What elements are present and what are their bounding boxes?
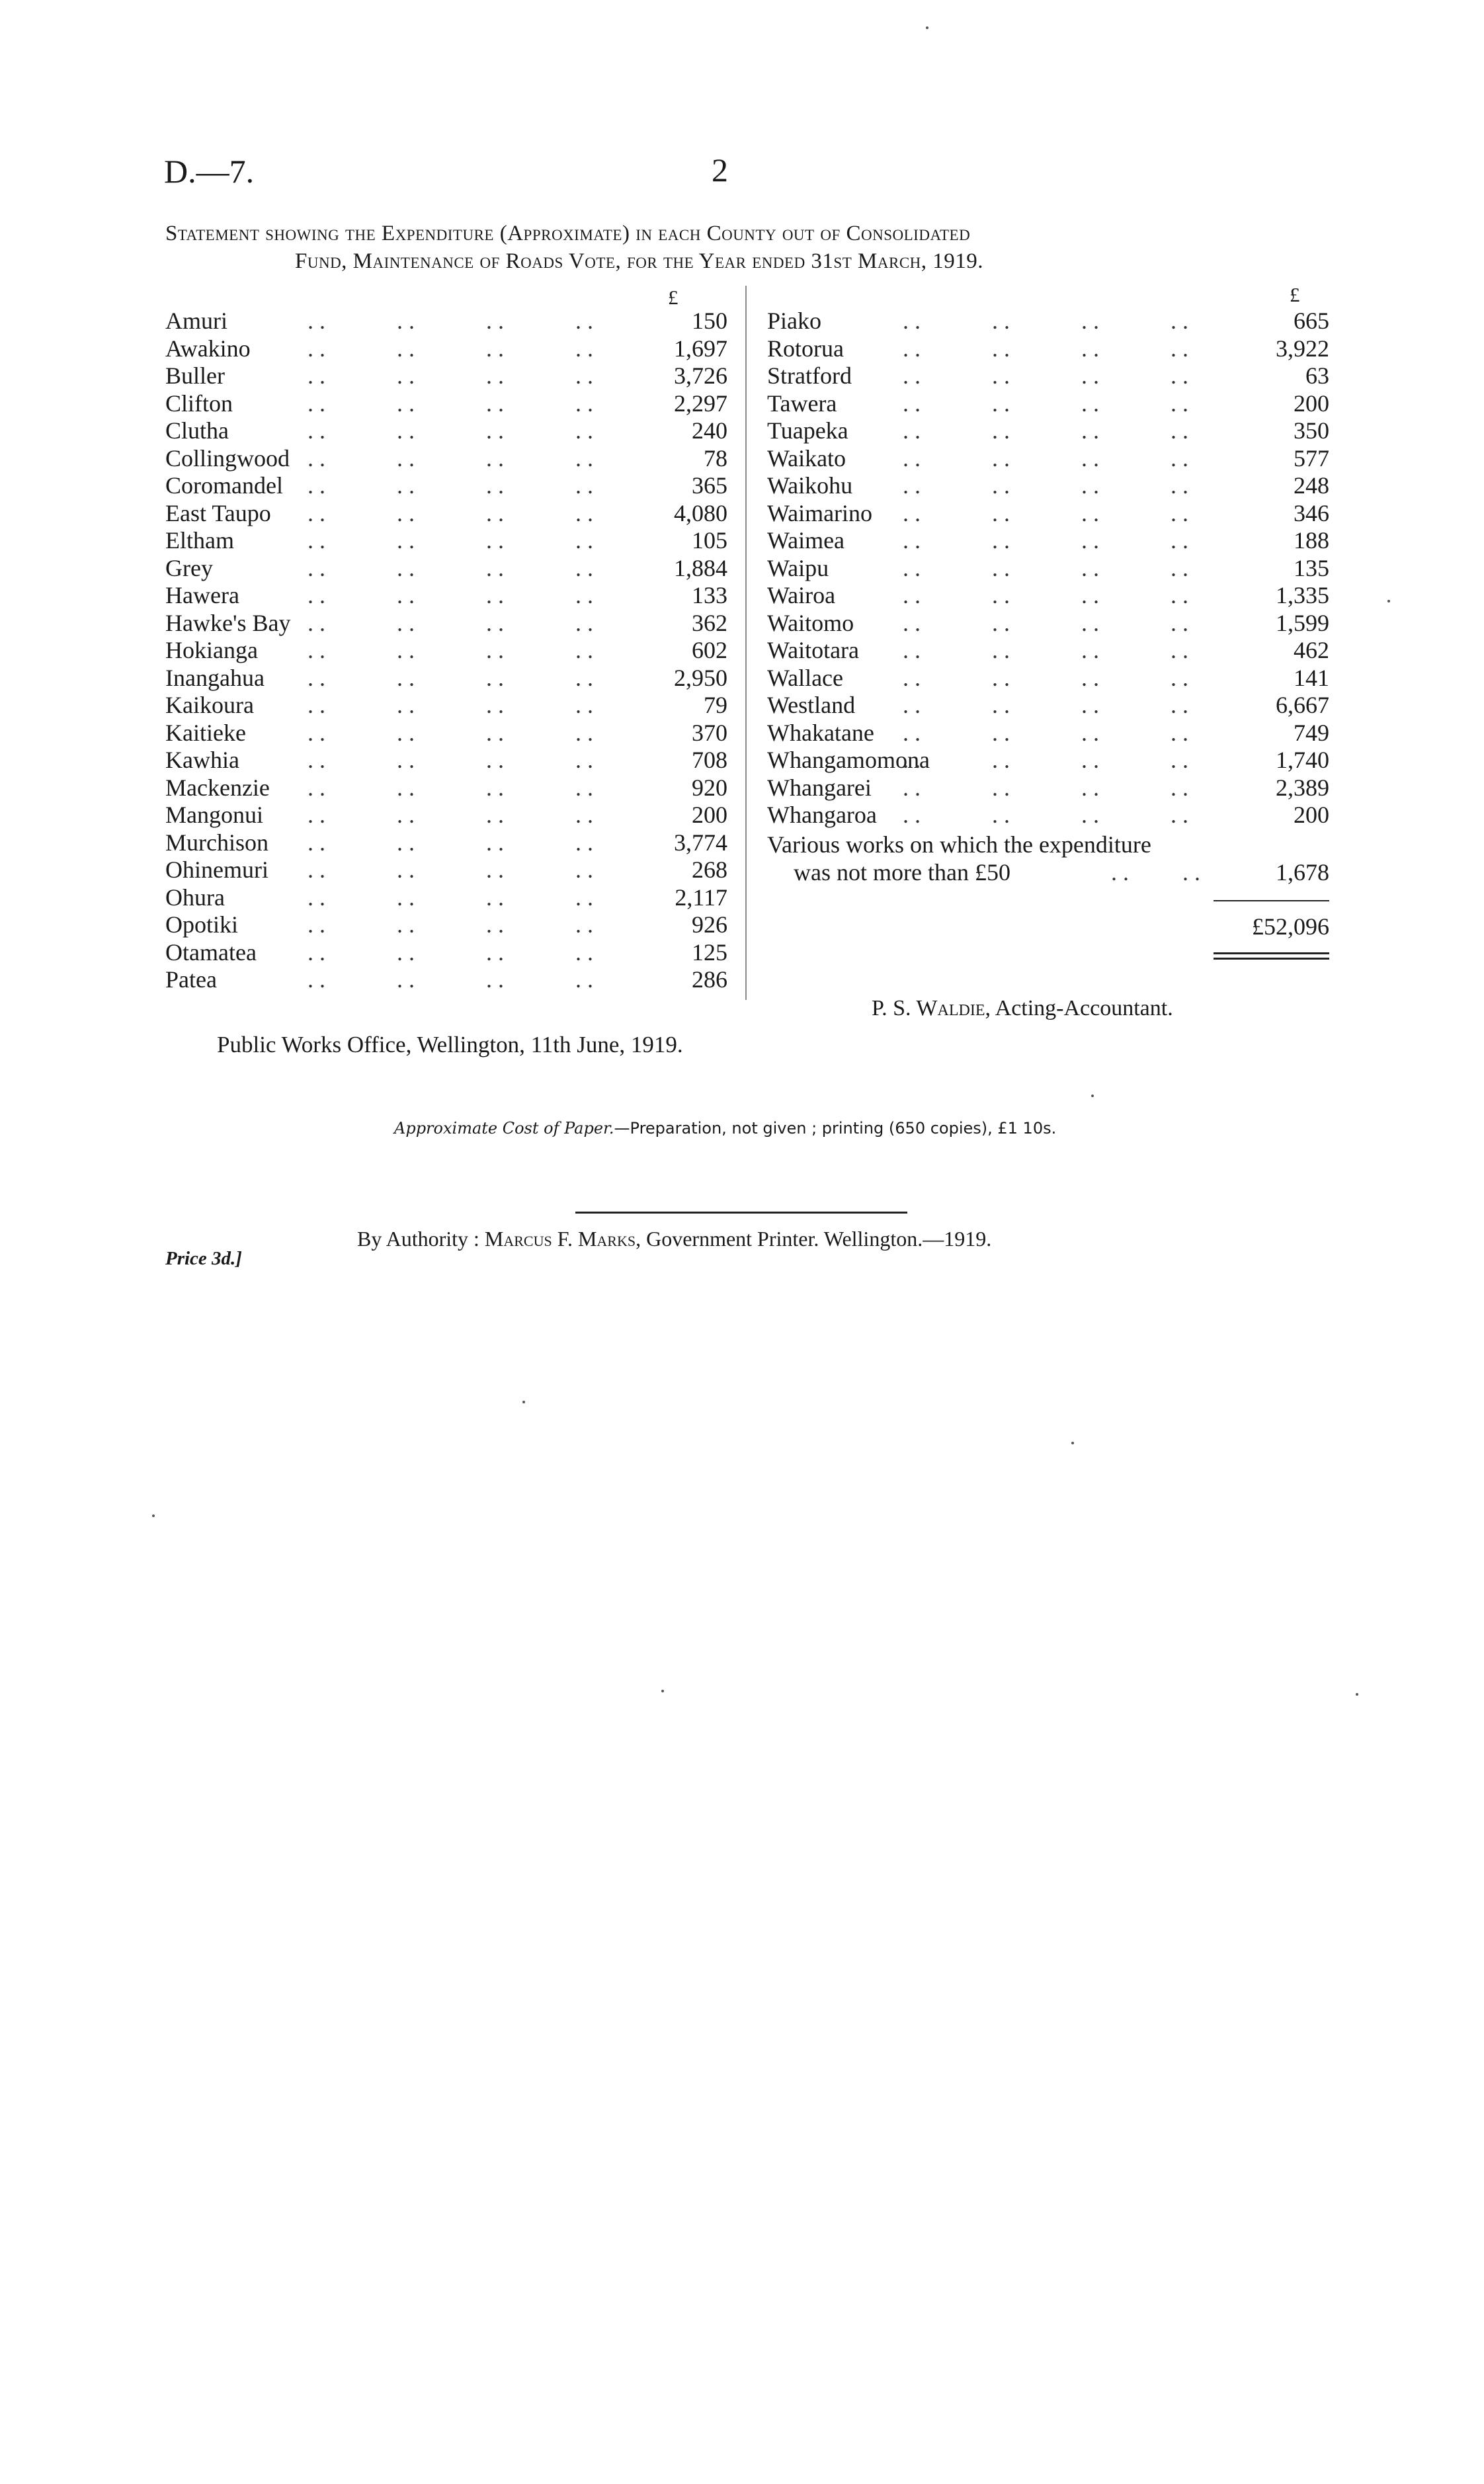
county-name: Buller: [165, 362, 225, 389]
leader-dots: . . . . . . . .: [903, 362, 1188, 389]
authority-suffix: Government Printer. Wellington.—1919.: [646, 1227, 992, 1251]
county-name: Mackenzie: [165, 774, 270, 801]
county-name: Hawera: [165, 582, 239, 608]
various-works-line-2: [767, 858, 1329, 886]
county-amount: 240: [692, 417, 727, 444]
county-amount: 346: [1294, 499, 1329, 526]
leader-dots: . . . . . . . .: [903, 802, 1188, 828]
table-row: [165, 719, 727, 747]
county-name: Inangahua: [165, 664, 265, 691]
signatory-title: Acting-Accountant.: [995, 996, 1173, 1020]
leader-dots: . . . . . . . .: [308, 747, 593, 773]
leader-dots: . . . . . . . .: [903, 554, 1188, 581]
county-amount: 3,922: [1276, 335, 1329, 362]
county-amount: 577: [1294, 444, 1329, 472]
leader-dots: . . . . . . . .: [308, 664, 593, 691]
county-amount: 1,884: [674, 554, 727, 581]
table-row: [165, 499, 727, 527]
table-row: [165, 581, 727, 609]
total-rule: [1214, 900, 1329, 901]
county-amount: 4,080: [674, 499, 727, 526]
cost-note-label: Approximate Cost of Paper.: [394, 1119, 614, 1138]
county-name: Whangarei: [767, 774, 872, 801]
county-amount: 1,740: [1276, 747, 1329, 773]
table-row: [767, 499, 1329, 527]
county-amount: 6,667: [1276, 692, 1329, 718]
county-name: Whangaroa: [767, 802, 877, 828]
table-row: [165, 856, 727, 884]
leader-dots: . . . .: [1111, 859, 1200, 886]
table-row: [767, 746, 1329, 774]
county-name: Coromandel: [165, 472, 283, 499]
leader-dots: . . . . . . . .: [903, 472, 1188, 499]
table-row: [165, 444, 727, 472]
county-name: Stratford: [767, 362, 852, 389]
leader-dots: . . . . . . . .: [308, 554, 593, 581]
county-amount: 708: [692, 747, 727, 773]
county-name: Hawke's Bay: [165, 609, 291, 636]
table-row: [767, 307, 1329, 335]
county-name: Awakino: [165, 335, 251, 362]
left-currency-header: £: [668, 286, 679, 309]
county-amount: 135: [1294, 554, 1329, 581]
leader-dots: . . . . . . . .: [903, 582, 1188, 608]
leader-dots: . . . . . . . .: [903, 747, 1188, 773]
table-row: [767, 581, 1329, 609]
leader-dots: . . . . . . . .: [308, 774, 593, 801]
leader-dots: . . . . . . . .: [903, 609, 1188, 636]
county-amount: 133: [692, 582, 727, 608]
signatory-name: P. S. Waldie,: [872, 996, 991, 1020]
county-name: Amuri: [165, 308, 227, 334]
county-amount: 1,335: [1276, 582, 1329, 608]
leader-dots: . . . . . . . .: [903, 527, 1188, 554]
leader-dots: . . . . . . . .: [903, 335, 1188, 362]
scan-speck: [152, 1514, 155, 1517]
leader-dots: . . . . . . . .: [903, 719, 1188, 746]
leader-dots: . . . . . . . .: [903, 308, 1188, 334]
leader-dots: . . . . . . . .: [308, 472, 593, 499]
leader-dots: . . . . . . . .: [903, 417, 1188, 444]
county-amount: 1,697: [674, 335, 727, 362]
county-amount: 926: [692, 911, 727, 938]
county-name: Collingwood: [165, 444, 290, 472]
table-row: [767, 554, 1329, 582]
leader-dots: . . . . . . . .: [903, 692, 1188, 718]
county-name: Whakatane: [767, 719, 874, 746]
county-name: Waimea: [767, 527, 845, 554]
county-name: East Taupo: [165, 499, 271, 526]
table-row: [767, 526, 1329, 554]
cost-note-text: —Preparation, not given ; printing (650 copies), £1 10s.: [614, 1119, 1057, 1138]
county-amount: 200: [1294, 390, 1329, 417]
county-amount: 141: [1294, 664, 1329, 691]
various-works-line-1: [767, 831, 1329, 858]
county-name: Kawhia: [165, 747, 239, 773]
county-amount: 3,726: [674, 362, 727, 389]
table-row: [165, 472, 727, 499]
county-name: Waikohu: [767, 472, 853, 499]
leader-dots: . . . . . . . .: [308, 884, 593, 911]
county-amount: 362: [692, 609, 727, 636]
right-currency-header: £: [1290, 283, 1300, 306]
county-amount: 150: [692, 308, 727, 334]
county-name: Tawera: [767, 390, 837, 417]
table-row: [767, 362, 1329, 390]
scan-speck: [1071, 1442, 1074, 1444]
county-name: Ohura: [165, 884, 225, 911]
county-amount: 370: [692, 719, 727, 746]
county-amount: 79: [704, 692, 727, 718]
county-amount: 3,774: [674, 829, 727, 856]
leader-dots: . . . . . . . .: [903, 774, 1188, 801]
scan-speck: [1091, 1095, 1094, 1097]
leader-dots: . . . . . . . .: [308, 911, 593, 938]
leader-dots: . . . . . . . .: [308, 362, 593, 389]
office-date-line: Public Works Office, Wellington, 11th June, 1919.: [217, 1032, 683, 1057]
leader-dots: . . . . . . . .: [308, 856, 593, 883]
county-name: Waipu: [767, 554, 829, 581]
table-row: [165, 526, 727, 554]
county-name: Mangonui: [165, 802, 263, 828]
footer-rule: [575, 1212, 907, 1214]
leader-dots: . . . . . . . .: [308, 938, 593, 966]
price-note: Price 3d.]: [165, 1248, 242, 1269]
table-row: [165, 746, 727, 774]
county-name: Ohinemuri: [165, 856, 268, 883]
county-amount: 365: [692, 472, 727, 499]
table-row: [767, 691, 1329, 719]
county-amount: 188: [1294, 527, 1329, 554]
statement-title-line-2: Fund, Maintenance of Roads Vote, for the Year ended 31st March, 1919.: [295, 249, 984, 273]
leader-dots: . . . . . . . .: [308, 335, 593, 362]
scan-speck: [926, 26, 928, 29]
cost-note: [394, 1119, 1056, 1138]
leader-dots: . . . . . . . .: [308, 390, 593, 417]
authority-prefix: By Authority :: [357, 1227, 479, 1251]
county-name: Whangamomona: [767, 747, 930, 773]
table-row: [767, 664, 1329, 692]
table-row: [165, 636, 727, 664]
county-amount: 462: [1294, 637, 1329, 663]
table-row: [165, 938, 727, 966]
county-name: Eltham: [165, 527, 234, 554]
leader-dots: . . . . . . . .: [308, 582, 593, 608]
authority-line: [357, 1227, 991, 1251]
table-row: [165, 911, 727, 938]
county-name: Otamatea: [165, 938, 257, 966]
table-row: [165, 774, 727, 802]
county-name: Kaitieke: [165, 719, 246, 746]
scan-speck: [1387, 600, 1390, 602]
county-name: Westland: [767, 692, 856, 718]
county-amount: 268: [692, 856, 727, 883]
table-row: [165, 884, 727, 911]
total-double-rule-top: [1214, 952, 1329, 954]
leader-dots: . . . . . . . .: [308, 527, 593, 554]
page-number: 2: [712, 151, 728, 188]
county-amount: 602: [692, 637, 727, 663]
total-row: [767, 913, 1329, 940]
county-name: Kaikoura: [165, 692, 254, 718]
leader-dots: . . . . . . . .: [308, 637, 593, 663]
county-amount: 2,389: [1276, 774, 1329, 801]
leader-dots: . . . . . . . .: [308, 802, 593, 828]
leader-dots: . . . . . . . .: [308, 417, 593, 444]
table-row: [767, 335, 1329, 362]
table-row: [165, 417, 727, 444]
table-row: [767, 444, 1329, 472]
leader-dots: . . . . . . . .: [308, 966, 593, 993]
scan-speck: [1356, 1693, 1358, 1696]
column-divider: [745, 286, 747, 1000]
statement-title-line-1: Statement showing the Expenditure (Approximate) in each County out of Consolidated: [165, 222, 971, 245]
leader-dots: . . . . . . . .: [903, 390, 1188, 417]
various-works-label-1: Various works on which the expenditure: [767, 831, 1151, 858]
table-row: [165, 390, 727, 417]
table-row: [767, 609, 1329, 637]
county-amount: 2,950: [674, 664, 727, 691]
county-amount: 2,297: [674, 390, 727, 417]
county-name: Wallace: [767, 664, 844, 691]
table-row: [165, 966, 727, 993]
table-row: [165, 829, 727, 856]
county-amount: 749: [1294, 719, 1329, 746]
document-reference: D.—7.: [164, 153, 255, 190]
county-amount: 105: [692, 527, 727, 554]
total-double-rule-bottom: [1214, 958, 1329, 960]
county-name: Wairoa: [767, 582, 836, 608]
leader-dots: . . . . . . . .: [308, 499, 593, 526]
county-name: Grey: [165, 554, 213, 581]
county-name: Murchison: [165, 829, 268, 856]
leader-dots: . . . . . . . .: [903, 664, 1188, 691]
signature: [872, 996, 1173, 1021]
scan-speck: [661, 1690, 664, 1692]
printer-name: Marcus F. Marks,: [484, 1227, 641, 1251]
table-row: [767, 801, 1329, 829]
county-name: Rotorua: [767, 335, 844, 362]
county-amount: 2,117: [675, 884, 727, 911]
county-name: Hokianga: [165, 637, 258, 663]
county-amount: 248: [1294, 472, 1329, 499]
table-row: [767, 472, 1329, 499]
leader-dots: . . . . . . . .: [308, 609, 593, 636]
leader-dots: . . . . . . . .: [903, 444, 1188, 472]
county-name: Opotiki: [165, 911, 239, 938]
county-amount: 665: [1294, 308, 1329, 334]
table-row: [165, 801, 727, 829]
table-row: [165, 554, 727, 582]
table-row: [165, 335, 727, 362]
county-amount: 1,599: [1276, 609, 1329, 636]
table-row: [767, 636, 1329, 664]
table-row: [165, 362, 727, 390]
various-works-label-2: was not more than £50: [794, 859, 1010, 886]
leader-dots: . . . . . . . .: [903, 499, 1188, 526]
table-row: [767, 417, 1329, 444]
leader-dots: . . . . . . . .: [308, 692, 593, 718]
table-row: [165, 307, 727, 335]
table-row: [165, 691, 727, 719]
county-amount: 200: [692, 802, 727, 828]
leader-dots: . . . . . . . .: [308, 829, 593, 856]
leader-dots: . . . . . . . .: [308, 719, 593, 746]
table-row: [767, 719, 1329, 747]
leader-dots: . . . . . . . .: [903, 637, 1188, 663]
county-amount: 63: [1305, 362, 1329, 389]
county-name: Waitomo: [767, 609, 854, 636]
county-amount: 125: [692, 938, 727, 966]
county-name: Waitotara: [767, 637, 860, 663]
table-row: [767, 774, 1329, 802]
scan-speck: [522, 1401, 525, 1403]
leader-dots: . . . . . . . .: [308, 308, 593, 334]
county-amount: 920: [692, 774, 727, 801]
county-name: Tuapeka: [767, 417, 848, 444]
table-row: [767, 390, 1329, 417]
county-amount: 350: [1294, 417, 1329, 444]
county-name: Clifton: [165, 390, 233, 417]
various-works-amount: 1,678: [1276, 859, 1329, 886]
county-name: Clutha: [165, 417, 229, 444]
county-name: Waikato: [767, 444, 846, 472]
grand-total: £52,096: [1252, 913, 1329, 940]
table-row: [165, 664, 727, 692]
county-amount: 286: [692, 966, 727, 993]
county-amount: 78: [704, 444, 727, 472]
leader-dots: . . . . . . . .: [308, 444, 593, 472]
county-name: Patea: [165, 966, 217, 993]
county-name: Piako: [767, 308, 822, 334]
county-amount: 200: [1294, 802, 1329, 828]
table-row: [165, 609, 727, 637]
county-name: Waimarino: [767, 499, 873, 526]
